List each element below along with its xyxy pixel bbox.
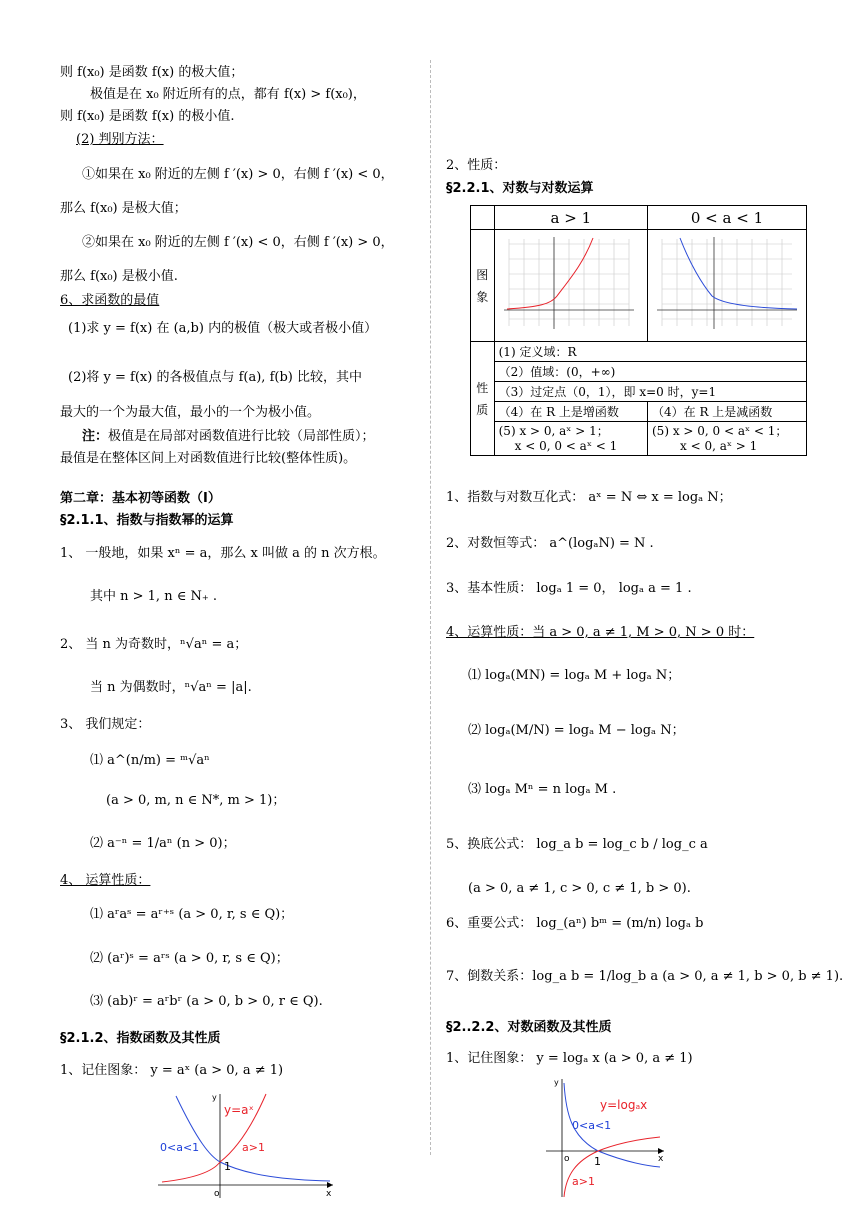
table-label-properties xyxy=(471,342,495,456)
text-line: 1、记住图象： y = logₐ x (a > 0, a ≠ 1) xyxy=(446,1051,693,1066)
text-line: 2、对数恒等式： a^(logₐN) = N . xyxy=(446,536,654,551)
decreasing-curve xyxy=(680,238,797,309)
origin-label: o xyxy=(214,1189,220,1199)
text-line: 7、倒数关系：log_a b = 1/log_b a (a > 0, a ≠ 1, b > 0, b ≠ 1). xyxy=(446,969,844,984)
y-label: y xyxy=(212,1093,217,1102)
text-line: 3、 我们规定： xyxy=(60,717,151,732)
text-line: ①如果在 x₀ 附近的左侧 f ′(x) > 0，右侧 f ′(x) < 0， xyxy=(82,167,394,182)
x-label: x xyxy=(658,1154,664,1164)
table-label-graph xyxy=(471,230,495,342)
section-heading: §2.1.2、指数函数及其性质 xyxy=(60,1031,221,1046)
formula: (a > 0, a ≠ 1, c > 0, c ≠ 1, b > 0). xyxy=(468,881,691,896)
curve-label-increasing: a>1 xyxy=(572,1175,595,1188)
graph-decreasing-cell xyxy=(648,230,807,342)
prop-fixed-point: （3）过定点（0，1），即 x=0 时，y=1 xyxy=(494,382,806,402)
text-line: 则 f(x₀) 是函数 f(x) 的极大值； xyxy=(60,65,244,80)
formula: ⑴ aʳaˢ = aʳ⁺ˢ (a > 0, r, s ∈ Q)； xyxy=(90,907,294,922)
graph-title: y=aˣ xyxy=(224,1103,254,1117)
note-text: 极值是在局部对函数值进行比较（局部性质）； xyxy=(108,429,375,444)
formula: ⑵ a⁻ⁿ = 1/aⁿ (n > 0)； xyxy=(90,836,236,851)
formula: ⑴ logₐ(MN) = logₐ M + logₐ N； xyxy=(468,668,681,683)
formula: (a > 0, m, n ∈ N*, m > 1)； xyxy=(106,793,286,808)
text-line: 3、基本性质： logₐ 1 = 0， logₐ a = 1 . xyxy=(446,581,692,596)
table-label-properties-text: 性质 xyxy=(476,380,489,417)
table-header-a-gt-1: a > 1 xyxy=(494,206,647,230)
formula: ⑵ logₐ(M/N) = logₐ M − logₐ N； xyxy=(468,723,685,738)
prop-decreasing: （4）在 R 上是减函数 xyxy=(648,402,807,422)
graph-title: y=logₐx xyxy=(600,1098,648,1112)
properties-table xyxy=(470,205,807,456)
prop-range: （2）值域：(0，+∞) xyxy=(494,362,806,382)
grid xyxy=(509,239,629,326)
text-line: 则 f(x₀) 是函数 f(x) 的极小值. xyxy=(60,109,235,124)
intercept-label: 1 xyxy=(224,1160,231,1173)
text-line: (1)求 y = f(x) 在 (a,b) 内的极值（极大或者极小值） xyxy=(68,321,378,336)
text-line: 那么 f(x₀) 是极大值； xyxy=(60,201,187,216)
section-heading: §2.2.1、对数与对数运算 xyxy=(446,181,594,196)
x-axis-arrow xyxy=(327,1182,333,1188)
column-divider xyxy=(430,60,431,1155)
subheading: 4、运算性质：当 a > 0, a ≠ 1, M > 0, N > 0 时： xyxy=(446,625,755,640)
table-label-graph-text: 图象 xyxy=(476,267,489,304)
text-line: 那么 f(x₀) 是极小值. xyxy=(60,269,178,284)
prop-sign-line: x < 0, aˣ > 1 xyxy=(680,438,758,453)
y-label: y xyxy=(554,1078,559,1087)
text-line: 2、 当 n 为奇数时，ⁿ√aⁿ = a； xyxy=(60,637,248,652)
increasing-curve xyxy=(564,1137,660,1197)
section-heading: §2..2.2、对数函数及其性质 xyxy=(446,1020,612,1035)
text-line: 最值是在整体区间上对函数值进行比较(整体性质)。 xyxy=(60,451,357,466)
text-line: 当 n 为偶数时，ⁿ√aⁿ = |a|. xyxy=(90,680,252,695)
subheading: 4、 运算性质： xyxy=(60,873,151,888)
table-header-a-lt-1: 0 < a < 1 xyxy=(648,206,807,230)
prop-sign-line: (5) x > 0, 0 < aˣ < 1； xyxy=(652,423,788,438)
text-line xyxy=(82,428,375,446)
text-line: (2)将 y = f(x) 的各极值点与 f(a), f(b) 比较，其中 xyxy=(68,370,362,385)
prop-increasing: （4）在 R 上是增函数 xyxy=(494,402,647,422)
curve-label-increasing: a>1 xyxy=(242,1141,265,1154)
note-label: 注： xyxy=(82,429,109,444)
prop-sign-a-lt-1 xyxy=(648,422,807,456)
formula: ⑵ (aʳ)ˢ = aʳˢ (a > 0, r, s ∈ Q)； xyxy=(90,951,289,966)
curve-label-decreasing: 0<a<1 xyxy=(572,1119,612,1132)
intercept-label: 1 xyxy=(594,1155,601,1168)
text-line: 1、指数与对数互化式： aˣ = N ⇔ x = logₐ N； xyxy=(446,490,732,505)
increasing-curve xyxy=(507,238,593,309)
text-line: 其中 n > 1, n ∈ N₊ . xyxy=(90,589,217,604)
formula: ⑴ a^(n/m) = ᵐ√aⁿ xyxy=(90,753,210,768)
text-line: 1、 一般地，如果 xⁿ = a，那么 x 叫做 a 的 n 次方根。 xyxy=(60,546,386,561)
section-heading: §2.1.1、指数与指数幂的运算 xyxy=(60,513,234,528)
prop-sign-a-gt-1 xyxy=(494,422,647,456)
exponential-graph xyxy=(158,1090,338,1202)
logarithm-graph xyxy=(542,1075,672,1200)
text-line: 最大的一个为最大值，最小的一个为极小值。 xyxy=(60,405,321,420)
curve-label-decreasing: 0<a<1 xyxy=(160,1141,200,1154)
formula: ⑶ (ab)ʳ = aʳbʳ (a > 0, b > 0, r ∈ Q). xyxy=(90,994,323,1009)
text-line: 6、重要公式： log_(aⁿ) bᵐ = (m/n) logₐ b xyxy=(446,916,704,931)
chapter-heading: 第二章：基本初等函数（Ⅰ） xyxy=(60,491,221,506)
prop-domain: (1) 定义域：R xyxy=(494,342,806,362)
text-line: 5、换底公式： log_a b = log_c b / log_c a xyxy=(446,837,708,852)
grid xyxy=(662,239,792,326)
section-heading: 6、求函数的最值 xyxy=(60,293,160,308)
prop-sign-line: (5) x > 0, aˣ > 1； xyxy=(498,423,609,438)
graph-increasing-cell xyxy=(494,230,647,342)
formula: ⑶ logₐ Mⁿ = n logₐ M . xyxy=(468,782,617,797)
prop-sign-line: x < 0, 0 < aˣ < 1 xyxy=(514,438,618,453)
exp-increasing-graph xyxy=(499,234,639,334)
text-line: ②如果在 x₀ 附近的左侧 f ′(x) < 0，右侧 f ′(x) > 0， xyxy=(82,235,394,250)
text-line: 极值是在 x₀ 附近所有的点，都有 f(x) > f(x₀)， xyxy=(90,87,366,102)
subheading: (2) 判别方法： xyxy=(76,132,164,147)
text-line: 2、性质： xyxy=(446,158,507,173)
origin-label: o xyxy=(564,1154,570,1164)
text-line: 1、记住图象： y = aˣ (a > 0, a ≠ 1) xyxy=(60,1063,284,1078)
x-label: x xyxy=(326,1189,332,1199)
exp-decreasing-graph xyxy=(652,234,802,334)
